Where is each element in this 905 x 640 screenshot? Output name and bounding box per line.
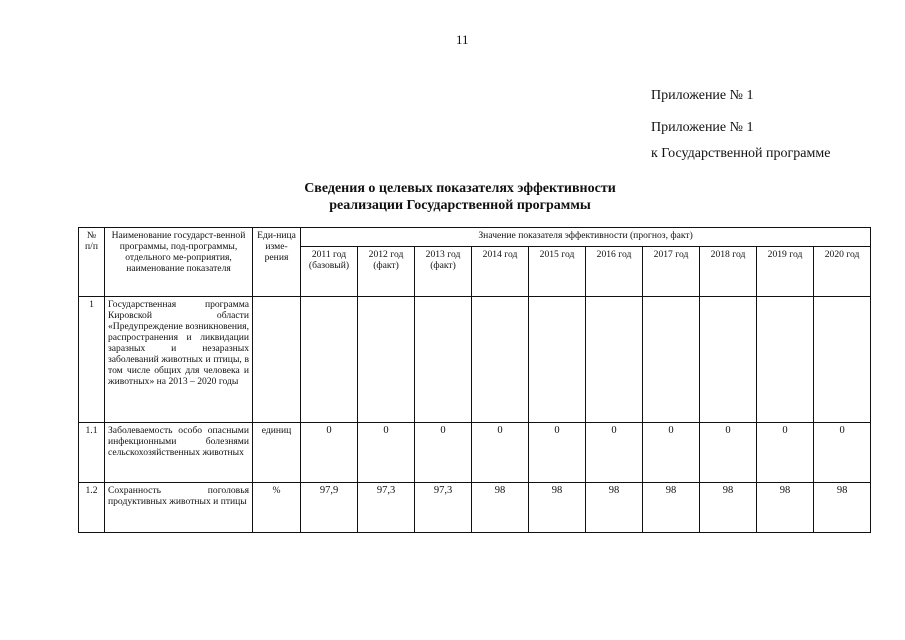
annex-label: Приложение № 1 [651,88,754,103]
row-num: 1 [79,297,105,423]
row-unit: % [253,483,301,533]
header-year: 2018 год [700,247,757,297]
row-value: 98 [700,483,757,533]
row-value: 0 [301,423,358,483]
header-year: 2011 год (базовый) [301,247,358,297]
header-values-group: Значение показателя эффективности (прогноз, факт) [301,228,871,247]
row-value: 98 [586,483,643,533]
header-row-1 [79,228,871,247]
row-value: 98 [529,483,586,533]
row-value: 0 [586,423,643,483]
row-name: Сохранность поголовья продуктивных животных и птицы [105,483,253,533]
row-value [700,297,757,423]
header-year: 2020 год [814,247,871,297]
row-value: 98 [643,483,700,533]
row-num: 1.2 [79,483,105,533]
header-year: 2015 год [529,247,586,297]
document-title [250,180,670,214]
title-line-2: реализации Государственной программы [329,198,591,213]
row-value [415,297,472,423]
page-number: 11 [456,32,469,47]
header-unit: Еди-ница изме-рения [253,228,301,297]
header-year: 2016 год [586,247,643,297]
row-value: 0 [358,423,415,483]
row-unit [253,297,301,423]
header-year: 2017 год [643,247,700,297]
row-value [358,297,415,423]
row-value [814,297,871,423]
row-unit: единиц [253,423,301,483]
header-name: Наименование государст-венной программы, под-программы, отдельного ме-роприятия, наименование показателя [105,228,253,297]
annex-reference: к Государственной программе [651,146,831,161]
table-row [79,483,871,533]
header-year: 2012 год (факт) [358,247,415,297]
row-value [586,297,643,423]
row-value [643,297,700,423]
row-value: 98 [814,483,871,533]
row-value [529,297,586,423]
row-value: 0 [529,423,586,483]
row-value [472,297,529,423]
row-value: 98 [757,483,814,533]
row-value [301,297,358,423]
header-year: 2013 год (факт) [415,247,472,297]
table-row [79,297,871,423]
header-year: 2019 год [757,247,814,297]
row-value: 0 [700,423,757,483]
row-value: 0 [415,423,472,483]
row-name: Заболеваемость особо опасными инфекционными болезнями сельскохозяйственных животных [105,423,253,483]
header-num: № п/п [79,228,105,297]
header-year: 2014 год [472,247,529,297]
annex-label-repeat: Приложение № 1 [651,120,754,135]
row-value: 98 [472,483,529,533]
row-num: 1.1 [79,423,105,483]
row-value: 0 [814,423,871,483]
row-value: 97,3 [358,483,415,533]
row-name: Государственная программа Кировской области «Предупреждение возникновения, распространения и ликвидации заразных и незаразных заболеваний животных и птицы, в том числе общих для человека и животных» на 2013 – 2020 годы [105,297,253,423]
row-value: 0 [643,423,700,483]
row-value: 0 [472,423,529,483]
row-value: 0 [757,423,814,483]
row-value: 97,9 [301,483,358,533]
indicators-table [78,227,871,533]
title-line-1: Сведения о целевых показателях эффективности [304,181,616,196]
row-value: 97,3 [415,483,472,533]
row-value [757,297,814,423]
table-row [79,423,871,483]
